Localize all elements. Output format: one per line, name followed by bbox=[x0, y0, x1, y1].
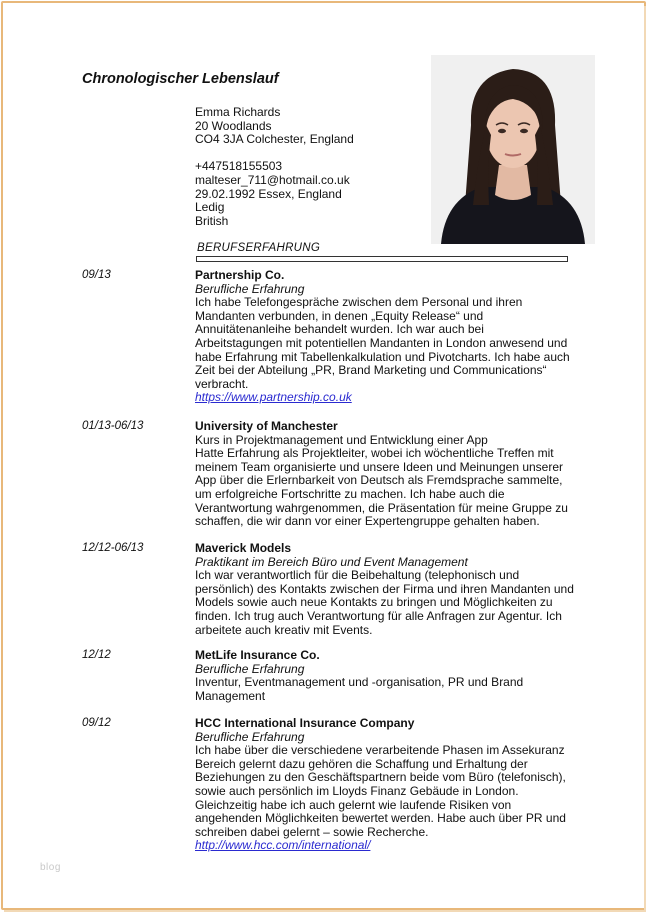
contact-street: 20 Woodlands bbox=[195, 118, 272, 133]
page-title: Chronologischer Lebenslauf bbox=[82, 71, 279, 87]
watermark: blog bbox=[40, 862, 61, 873]
contact-status: Ledig bbox=[195, 200, 225, 215]
entry-line: verbracht. bbox=[195, 376, 249, 391]
entry-organization: HCC International Insurance Company bbox=[195, 716, 415, 730]
entry-line: Zeit bei der Abteilung „PR, Brand Marketing und Communications“ bbox=[195, 363, 547, 378]
entry-line: schreiben dabei gelernt – sowie Recherche. bbox=[195, 824, 429, 839]
entry-line: Ich habe über die verschiedene verarbeitende Phasen im Assekuranz bbox=[195, 743, 565, 758]
entry-date: 01/13-06/13 bbox=[82, 420, 144, 432]
section-heading: BERUFSERFAHRUNG bbox=[197, 242, 321, 254]
entry-line: persönlich) des Kontakts zwischen der Firma und ihren Mandanten und bbox=[195, 581, 574, 596]
profile-photo bbox=[431, 55, 595, 244]
entry-date: 12/12-06/13 bbox=[82, 542, 144, 554]
entry-date: 09/13 bbox=[82, 269, 111, 281]
contact-name: Emma Richards bbox=[195, 105, 281, 119]
section-divider bbox=[196, 256, 568, 262]
contact-phone: +447518155503 bbox=[195, 159, 283, 174]
contact-nationality: British bbox=[195, 213, 229, 228]
entry-line: meinem Team organisierte und unsere Ideen und Meinungen unserer bbox=[195, 459, 564, 474]
entry-line: Arbeitstagungen mit potentiellen Mandanten in London anwesend und bbox=[195, 335, 568, 350]
entry-website-link[interactable]: http://www.hcc.com/international/ bbox=[195, 838, 371, 853]
entry-line: Ich habe Telefongespräche zwischen dem Personal und ihren bbox=[195, 295, 523, 310]
entry-role: Praktikant im Bereich Büro und Event Management bbox=[195, 554, 468, 569]
entry-line: um erfolgreiche Fortschritte zu machen. Ich habe auch die bbox=[195, 486, 505, 501]
entry-line: Ich war verantwortlich für die Beibehaltung (telephonisch und bbox=[195, 568, 520, 583]
entry-line: schaffen, die wir dann vor einer Expertengruppe gehalten haben. bbox=[195, 514, 540, 529]
entry-organization: Maverick Models bbox=[195, 541, 292, 555]
contact-block bbox=[195, 106, 354, 228]
entry-line: Models sowie auch neue Kontakts zu bringen und Möglichkeiten zu bbox=[195, 595, 553, 610]
entry-line: Annuitätenanleihe behandelt wurden. Ich war auch bei bbox=[195, 322, 484, 337]
entry-line: Mandanten verbunden, in denen „Equity Release“ und bbox=[195, 308, 484, 323]
entry-date: 09/12 bbox=[82, 717, 111, 729]
entry-role: Berufliche Erfahrung bbox=[195, 281, 305, 296]
entry-line: App über die Erlernbarkeit von Deutsch als Fremdsprache sammelte, bbox=[195, 473, 563, 488]
entry-organization: Partnership Co. bbox=[195, 268, 285, 282]
entry-body bbox=[195, 269, 575, 405]
contact-spacer bbox=[195, 147, 354, 161]
entry-line: Kurs in Projektmanagement und Entwicklung einer App bbox=[195, 432, 488, 447]
entry-date: 12/12 bbox=[82, 649, 111, 661]
contact-birth: 29.02.1992 Essex, England bbox=[195, 186, 342, 201]
entry-line: angehenden Möglichkeiten bewertet werden. Habe auch über PR und bbox=[195, 811, 566, 826]
entry-role: Berufliche Erfahrung bbox=[195, 661, 305, 676]
entry-line: Bereich gelernt dazu gehören die Schaffung und Erhaltung der bbox=[195, 756, 528, 771]
entry-body bbox=[195, 717, 575, 853]
entry-line: arbeitete auch kreativ mit Events. bbox=[195, 622, 373, 637]
entry-line: Beziehungen zu den Geschäftspartnern beide vom Büro (telefonisch), bbox=[195, 770, 566, 785]
entry-body bbox=[195, 542, 575, 637]
entry-line: Gleichzeitig habe ich auch gelernt wie laufende Risiken von bbox=[195, 797, 512, 812]
entry-line: habe Erfahrung mit Tabellenkalkulation und Pivotcharts. Ich habe auch bbox=[195, 349, 570, 364]
entry-line: Inventur, Eventmanagement und -organisation, PR und Brand bbox=[195, 675, 524, 690]
entry-organization: MetLife Insurance Co. bbox=[195, 648, 320, 662]
entry-body bbox=[195, 649, 575, 703]
portrait-image bbox=[431, 55, 595, 244]
contact-email: malteser_711@hotmail.co.uk bbox=[195, 172, 350, 187]
entry-organization: University of Manchester bbox=[195, 419, 338, 433]
entry-line: Verantwortung wahrgenommen, die Präsentation für meine Gruppe zu bbox=[195, 500, 568, 515]
entry-line: finden. Ich trug auch Verantwortung für alle Anfragen zur Agentur. Ich bbox=[195, 608, 562, 623]
entry-body bbox=[195, 420, 575, 529]
entry-line: sowie auch persönlich im Lloyds Finanz Gebäude in London. bbox=[195, 783, 519, 798]
entry-role: Berufliche Erfahrung bbox=[195, 729, 305, 744]
entry-line: Management bbox=[195, 688, 266, 703]
entry-website-link[interactable]: https://www.partnership.co.uk bbox=[195, 390, 352, 405]
contact-city: CO4 3JA Colchester, England bbox=[195, 132, 354, 147]
entry-line: Hatte Erfahrung als Projektleiter, wobei ich wöchentliche Treffen mit bbox=[195, 446, 554, 461]
